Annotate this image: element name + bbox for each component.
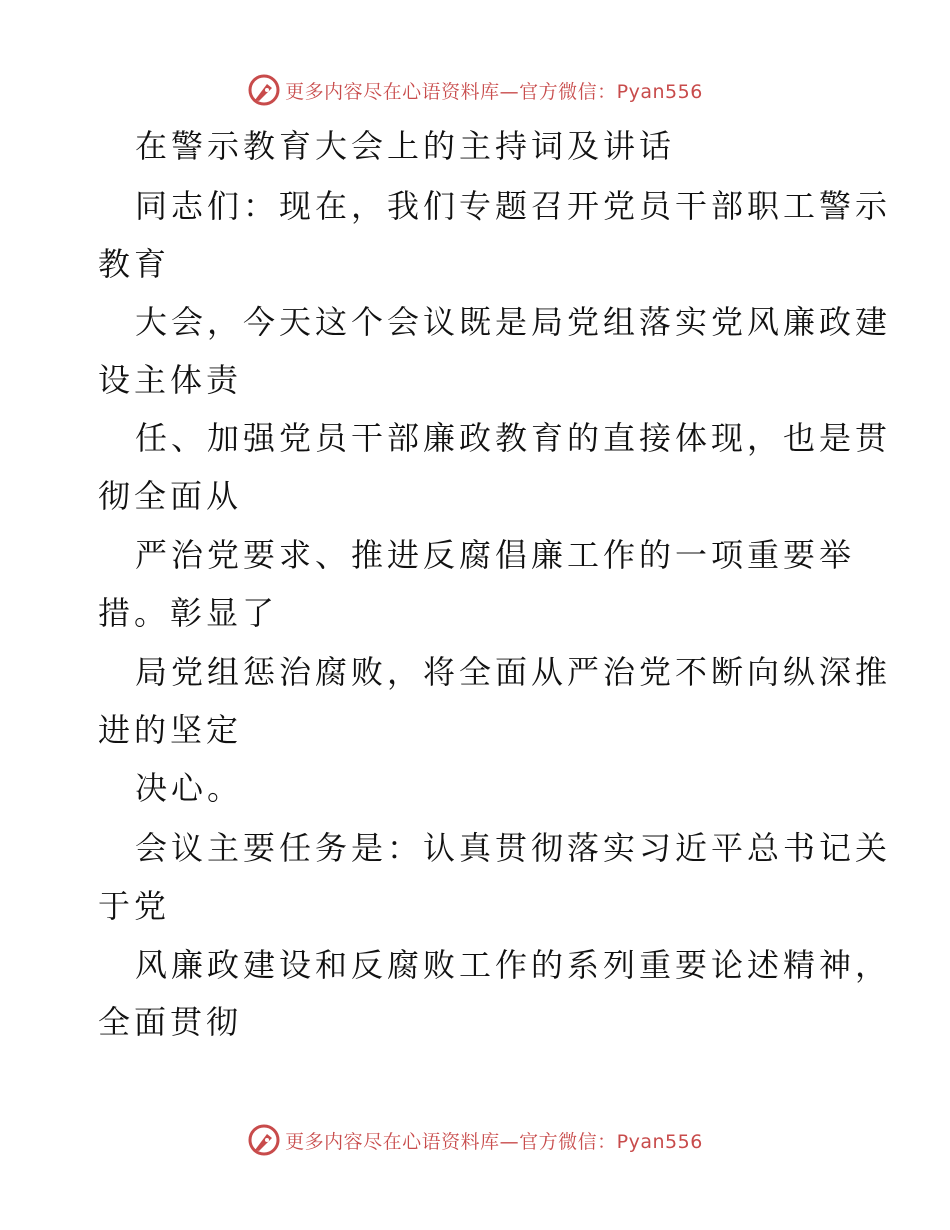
paragraph-line: 措。彰显了 [98,594,279,632]
document-title: 在警示教育大会上的主持词及讲话 [135,127,676,165]
paragraph-line: 严治党要求、推进反腐倡廉工作的一项重要举 [135,536,856,574]
footer-watermark [0,1120,950,1160]
paragraph-line: 于党 [98,887,171,925]
pen-nib-logo-icon [247,73,281,107]
paragraph-line: 风廉政建设和反腐败工作的系列重要论述精神， [135,946,892,984]
pen-nib-logo-icon [247,1123,281,1157]
paragraph-line: 会议主要任务是：认真贯彻落实习近平总书记关 [135,829,892,867]
paragraph-line: 大会，今天这个会议既是局党组落实党风廉政建 [135,303,892,341]
paragraph-line: 教育 [98,245,171,283]
paragraph-line: 任、加强党员干部廉政教育的直接体现，也是贯 [135,419,892,457]
paragraph-line: 局党组惩治腐败，将全面从严治党不断向纵深推 [135,653,892,691]
paragraph-line: 设主体责 [98,361,243,399]
watermark-text: 更多内容尽在心语资料库—官方微信：Pyan556 [285,1130,703,1153]
paragraph-line: 全面贯彻 [98,1003,243,1041]
paragraph-line: 决心。 [135,769,244,807]
paragraph-line: 进的坚定 [98,711,243,749]
watermark-text: 更多内容尽在心语资料库—官方微信：Pyan556 [285,80,703,103]
header-watermark [0,70,950,110]
paragraph-line: 彻全面从 [98,477,243,515]
paragraph-line: 同志们：现在，我们专题召开党员干部职工警示 [135,187,892,225]
